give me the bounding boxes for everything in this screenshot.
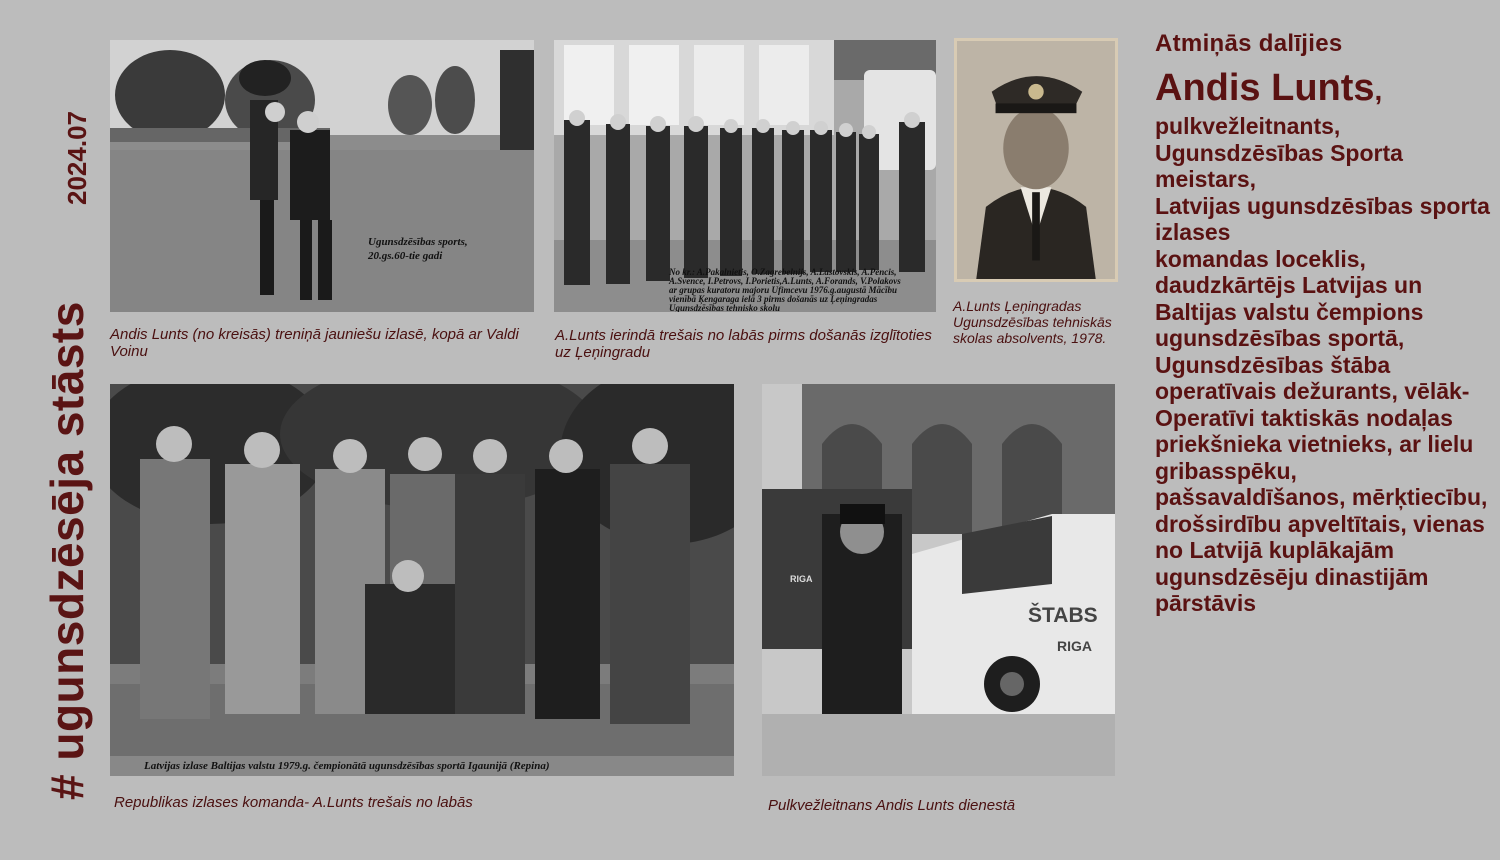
van-sign-riga: RIGA — [1057, 638, 1092, 654]
caption-on-duty: Pulkvežleitnans Andis Lunts dienestā — [768, 797, 1016, 814]
photo-team — [110, 384, 734, 776]
photo-training-overlay-2: 20.gs.60-tie gadi — [368, 250, 443, 262]
photo-training — [110, 40, 534, 312]
photo-portrait-image — [957, 41, 1115, 279]
photo-portrait — [954, 38, 1118, 282]
photo-team-image — [110, 384, 734, 776]
photo-formation-overlay-5: Ugunsdzēsības tehnisko skolu — [669, 303, 781, 312]
profile-description: pulkvežleitnants, Ugunsdzēsības Sporta meistars, Latvijas ugunsdzēsības sporta izlases komandas loceklis, daudzkārtējs Latvijas un Baltijas valstu čempions ugunsdzēsības sportā, Ugunsdzēsības štāba operatīvais dežurants, vēlāk- Operatīvi taktiskās nodaļas priekšnieka vietnieks, ar lielu gribasspēku, pašsavaldīšanos, mērķtiecību, drošsirdību apveltītais, vienas no Latvijā kuplākajām ugunsdzēsēju dinastijām pārstāvis — [1155, 113, 1490, 616]
photo-formation-overlay-4: vienībā Ķengaraga ielā 3 pirms došanās uz Ļeņingradas — [669, 294, 878, 304]
photo-formation-overlay-3: ar grupas kuratoru majoru Ufimcevu 1976.g.augustā Mācību — [669, 285, 898, 295]
profile-name-comma: , — [1374, 75, 1383, 106]
hashtag-text: # ugunsdzēsēja stāsts — [41, 301, 93, 800]
caption-formation: A.Lunts ierindā trešais no labās pirms došanās izglītoties uz Ļeņingradu — [555, 327, 932, 361]
profile-name-line — [1155, 68, 1490, 111]
caption-team: Republikas izlases komanda- A.Lunts trešais no labās — [114, 794, 473, 811]
vertical-date: 2024.07 — [62, 111, 92, 205]
photo-training-overlay-1: Ugunsdzēsības sports, — [368, 236, 468, 248]
photo-training-image — [110, 40, 534, 312]
profile-name: Andis Lunts — [1155, 67, 1375, 109]
truck-plate-riga: RIGA — [790, 574, 813, 584]
caption-portrait: A.Lunts Ļeņingradas Ugunsdzēsības tehniskās skolas absolvents, 1978. — [953, 298, 1112, 346]
profile-intro: Atmiņās dalījies — [1155, 30, 1343, 57]
photo-formation-overlay-2: A.Svence, I.Petrovs, I.Porietis,A.Lunts, A.Forands, V.Polakovs — [669, 276, 901, 286]
photo-team-overlay: Latvijas izlase Baltijas valstu 1979.g. čempionātā ugunsdzēsības sportā Igaunijā (Repina) — [144, 760, 550, 772]
photo-on-duty-image — [762, 384, 1115, 776]
photo-formation-overlay-1: No kr.: A.Pakalnietis, O.Zagrebelnijs, A.Lastovskis, A.Pencis, — [669, 267, 897, 277]
van-sign-stabs: ŠTABS — [1028, 604, 1098, 627]
photo-on-duty — [762, 384, 1115, 776]
profile-panel — [1155, 30, 1490, 617]
caption-training: Andis Lunts (no kreisās) treniņā jauniešu izlasē, kopā ar Valdi Voinu — [110, 326, 519, 360]
photo-formation — [554, 40, 936, 312]
